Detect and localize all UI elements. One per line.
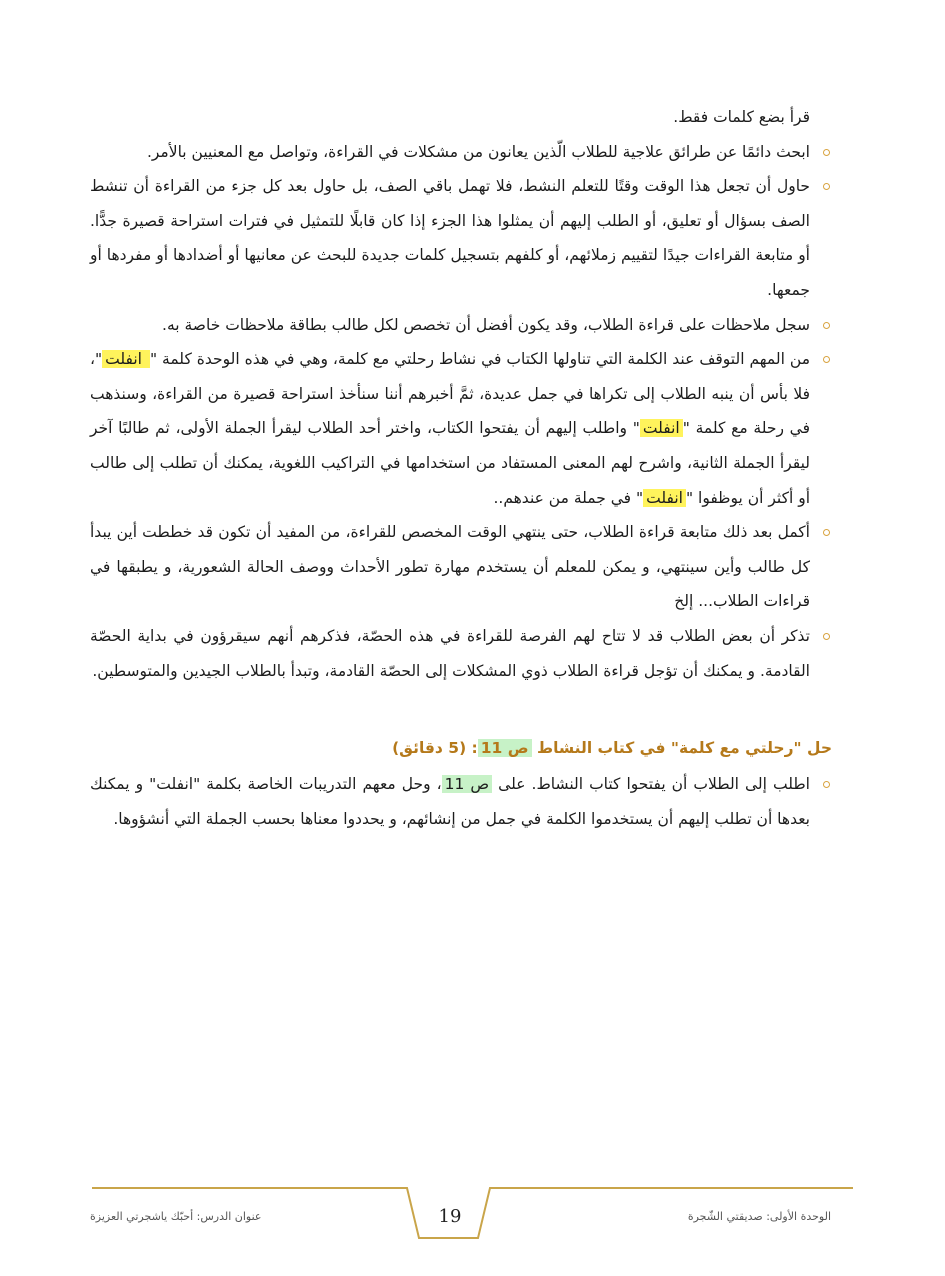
list-item-text: اطلب إلى الطلاب أن يفتحوا كتاب النشاط. على <box>492 775 810 794</box>
list-item-text: " في جملة من عندهم.. <box>493 488 644 507</box>
list-item-text: من المهم التوقف عند الكلمة التي تناولها الكتاب في نشاط رحلتي مع كلمة، وهي في هذه الوحدة كلمة " <box>149 350 811 369</box>
highlighted-word: انفلت <box>643 489 686 507</box>
circle-bullet-icon <box>823 356 830 363</box>
circle-bullet-icon <box>823 633 830 640</box>
heading-text: حل "رحلتي مع كلمة" في كتاب النشاط <box>531 739 832 758</box>
circle-bullet-icon <box>823 322 830 329</box>
circle-bullet-icon <box>823 183 830 190</box>
page-reference: ص 11 <box>442 775 493 793</box>
list-item-text: "، فلا بأس أن ينبه الطلاب إلى تكراها في جمل عديدة، ثمَّ أخبرهم أننا سنأخذ استراحة قصيرة من القراءة، وسنذهب في رحلة مع كلمة " <box>90 350 810 438</box>
list-item <box>90 308 832 343</box>
list-item <box>90 767 832 836</box>
list-item-text: " واطلب إليهم أن يفتحوا الكتاب، واختر أحد الطلاب ليقرأ الجملة الأولى، ثم طالبًا آخر ليقرأ الجملة الثانية، واشرح لهم المعنى المستفاد من استخدامها في التراكيب اللغوية، يمكنك أن تطلب إلى طالب أو أكثر أن يوظفوا " <box>90 419 810 507</box>
page-reference: ص 11 <box>478 739 532 757</box>
highlighted-word: انفلت <box>102 350 150 368</box>
list-item <box>90 342 832 515</box>
page-body <box>90 100 832 836</box>
list-item <box>90 515 832 619</box>
highlighted-word: انفلت <box>640 419 683 437</box>
list-item <box>90 169 832 307</box>
list-item-text: أكمل بعد ذلك متابعة قراءة الطلاب، حتى ينتهي الوقت المخصص للقراءة، من المفيد أن تكون قد خططت أين يبدأ كل طالب وأين سينتهي، و يمكن للمعلم أن يستخدم مهارة تطور الأحداث ووصف الحالة الشعورية، و يطبقها في قراءات الطلاب... إلخ <box>90 523 810 611</box>
section-list <box>90 767 832 836</box>
circle-bullet-icon <box>823 781 830 788</box>
continued-paragraph: قرأ بضع كلمات فقط. <box>673 108 810 126</box>
list-item-text: ، وحل معهم التدريبات الخاصة بكلمة "انفلت" و يمكنك بعدها أن تطلب إليهم أن يستخدموا الكلمة في جمل من إنشائهم، و يحددوا معناها بحسب الجملة التي أنشؤوها. <box>90 775 810 828</box>
unit-title: الوحدة الأولى: صديقتي الشّجرة <box>687 1210 831 1223</box>
list-item <box>90 135 832 170</box>
list-item-text: ابحث دائمًا عن طرائق علاجية للطلاب الّذين يعانون من مشكلات في القراءة، وتواصل مع المعنيين بالأمر. <box>146 142 810 161</box>
heading-text: : (5 دقائق) <box>392 739 478 758</box>
instruction-list <box>90 135 832 689</box>
list-item-text: تذكر أن بعض الطلاب قد لا تتاح لهم الفرصة للقراءة في هذه الحصّة، فذكرهم أنهم سيقرؤون في بداية الحصّة القادمة. و يمكنك أن تؤجل قراءة الطلاب ذوي المشكلات إلى الحصّة القادمة، وتبدأ بالطلاب الجيدين والمتوسطين. <box>90 626 810 680</box>
circle-bullet-icon <box>823 149 830 156</box>
circle-bullet-icon <box>823 529 830 536</box>
page-number: 19 <box>438 1206 462 1227</box>
list-item-text: حاول أن تجعل هذا الوقت وقتًا للتعلم النشط، فلا تهمل باقي الصف، بل حاول بعد كل جزء من القراءة أن تنشط الصف بسؤال أو تعليق، أو الطلب إليهم أن يمثلوا هذا الجزء إذا كان قابلًا للتمثيل في فترات استراحة قصيرة جدًّا. أو متابعة القراءات جيدًا لتقييم زملائهم، أو كلفهم بتسجيل كلمات جديدة للبحث عن معانيها أو أضدادها أو مفردها أو جمعها. <box>90 177 810 299</box>
lesson-title: عنوان الدرس: أحبّك ياشجرتي العزيزة <box>90 1210 262 1223</box>
list-item-text: سجل ملاحظات على قراءة الطلاب، وقد يكون أفضل أن تخصص لكل طالب بطاقة ملاحظات خاصة به. <box>162 315 810 334</box>
section-heading <box>90 731 832 765</box>
list-item <box>90 619 832 688</box>
